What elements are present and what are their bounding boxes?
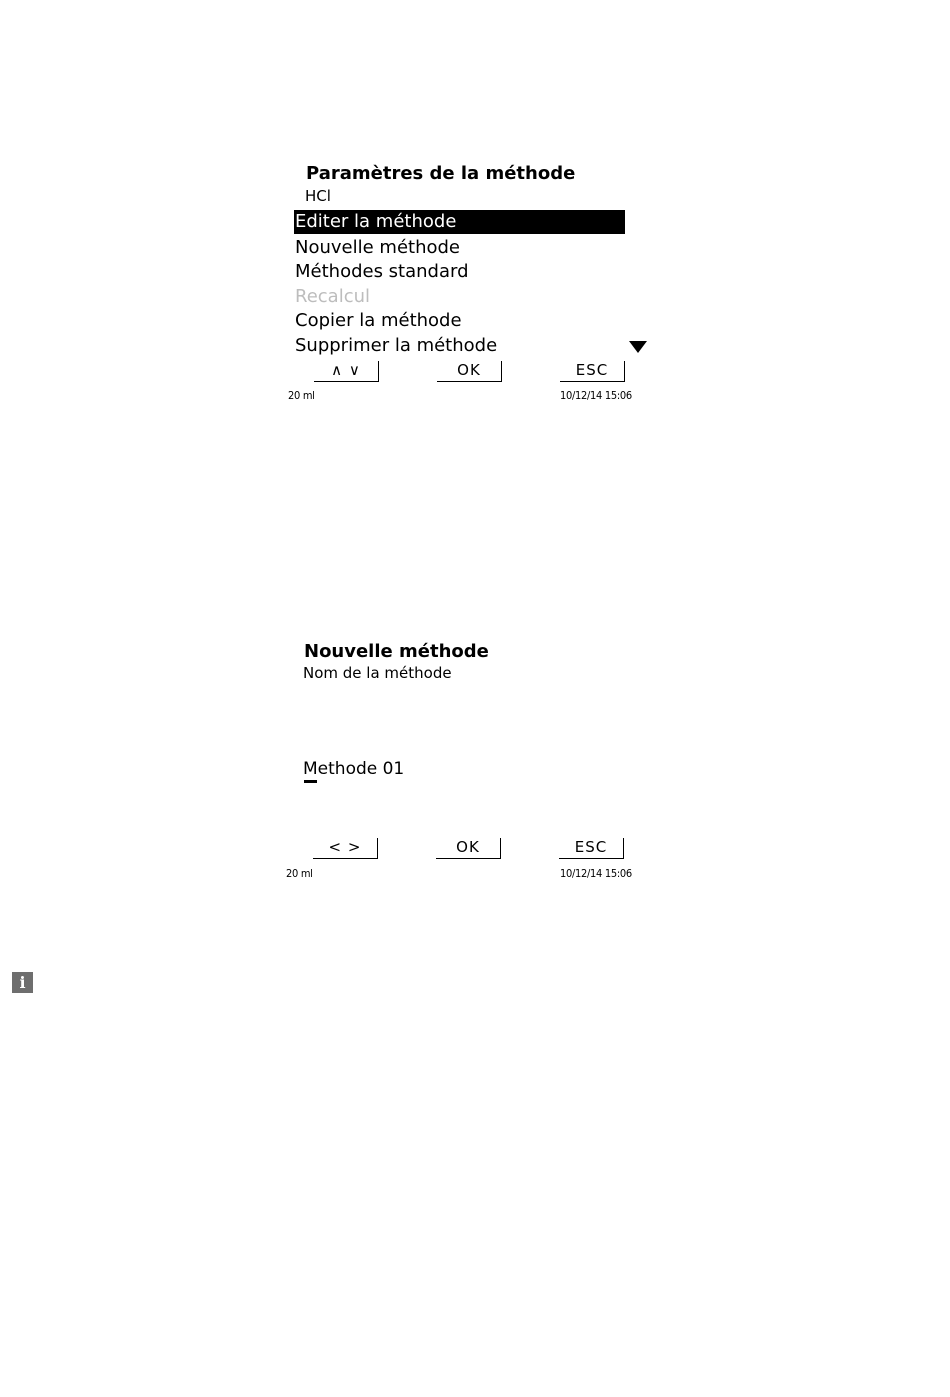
- info-icon: i: [12, 972, 33, 993]
- menu-item-edit-method[interactable]: Editer la méthode: [294, 210, 625, 234]
- new-method-screen: [284, 638, 654, 888]
- method-name-input[interactable]: Methode 01: [303, 759, 405, 779]
- datetime-status: 10/12/14 15:06: [560, 389, 632, 402]
- datetime-status: 10/12/14 15:06: [560, 867, 632, 880]
- screen-title: Paramètres de la méthode: [306, 163, 576, 184]
- esc-button[interactable]: ESC: [559, 838, 624, 859]
- menu-item-delete-method[interactable]: Supprimer la méthode: [295, 335, 498, 356]
- volume-status: 20 ml: [286, 867, 313, 880]
- method-parameters-screen: [284, 160, 654, 410]
- menu-item-copy-method[interactable]: Copier la méthode: [295, 310, 462, 331]
- menu-item-standard-methods[interactable]: Méthodes standard: [295, 261, 469, 282]
- triangle-down-icon[interactable]: [629, 341, 647, 353]
- ok-button[interactable]: OK: [437, 361, 502, 382]
- esc-button[interactable]: ESC: [560, 361, 625, 382]
- nav-up-down-button[interactable]: ∧ ∨: [314, 361, 379, 382]
- volume-status: 20 ml: [288, 389, 315, 402]
- ok-button[interactable]: OK: [436, 838, 501, 859]
- nav-left-right-button[interactable]: < >: [313, 838, 378, 859]
- menu-item-new-method[interactable]: Nouvelle méthode: [295, 237, 460, 258]
- screen-subtitle: Nom de la méthode: [303, 664, 452, 682]
- menu-item-recalculate: Recalcul: [295, 286, 371, 307]
- screen-title: Nouvelle méthode: [304, 641, 489, 662]
- text-cursor: [304, 780, 317, 783]
- screen-subtitle: HCl: [305, 187, 331, 205]
